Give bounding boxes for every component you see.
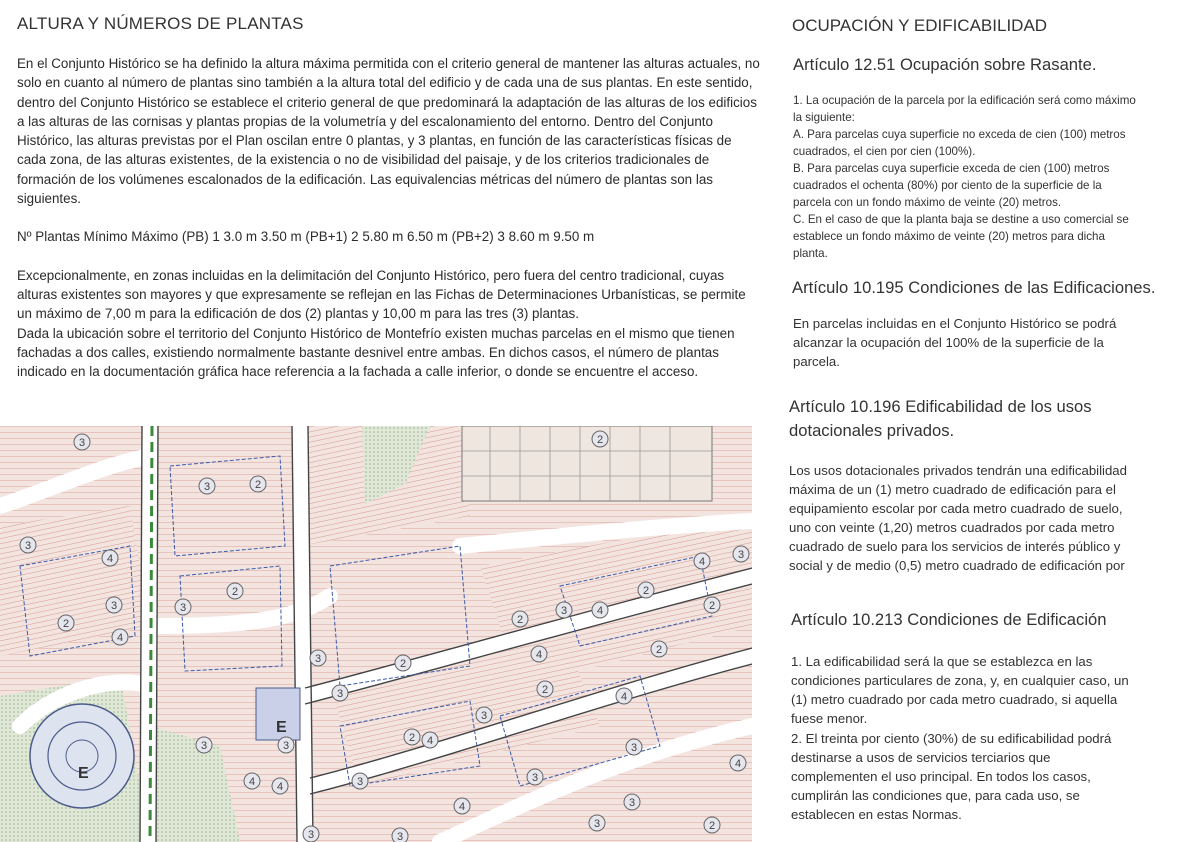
article-10-195-line: parcela.: [793, 354, 840, 369]
svg-text:2: 2: [516, 614, 524, 626]
article-12-51-line: parcela con un fondo máximo de veinte (20) metros.: [793, 196, 1062, 209]
svg-text:3: 3: [480, 710, 488, 722]
article-10-213-title: Artículo 10.213 Condiciones de Edificación: [791, 610, 1107, 629]
article-10-196-line: equipamiento escolar por cada metro cuadrado de suelo,: [789, 501, 1123, 516]
article-10-196-line: social y de medio (0,5) metro cuadrado de edificación por: [789, 558, 1125, 573]
svg-text:4: 4: [116, 632, 124, 644]
article-12-51-line: establece un fondo máximo de veinte (20) metros para dicha: [793, 230, 1105, 243]
svg-text:E: E: [78, 765, 89, 782]
svg-text:2: 2: [62, 618, 70, 630]
article-12-51-line: 1. La ocupación de la parcela por la edificación será como máximo: [793, 94, 1136, 107]
paragraph-two-facades: Dada la ubicación sobre el territorio del Conjunto Histórico de Montefrío existen muchas parcelas en el mismo que tienen fachadas a dos calles, existiendo normalmente bastante desnivel entre ambas. En dichos casos, el número de plantas indicado en la documentación gráfica hace referencia a la fachada a calle inferior, o donde se encuentre el acceso.: [17, 325, 735, 380]
article-10-213-line: 2. El treinta por ciento (30%) de su edificabilidad podrá: [791, 731, 1112, 746]
article-10-213-line: (1) metro cuadrado por cada metro cuadrado, si aquella: [791, 692, 1118, 707]
svg-text:4: 4: [276, 781, 284, 793]
svg-text:3: 3: [336, 688, 344, 700]
svg-text:4: 4: [620, 691, 628, 703]
svg-text:3: 3: [531, 772, 539, 784]
article-12-51-line: cuadrados el ochenta (80%) por ciento de la superficie de la: [793, 179, 1102, 192]
svg-text:3: 3: [110, 600, 118, 612]
svg-text:4: 4: [698, 556, 706, 568]
article-10-195-line: En parcelas incluidas en el Conjunto Histórico se podrá: [793, 316, 1117, 331]
svg-text:3: 3: [593, 818, 601, 830]
article-12-51-line: la siguiente:: [793, 111, 855, 124]
paragraph-height-equivalences: Nº Plantas Mínimo Máximo (PB) 1 3.0 m 3.50 m (PB+1) 2 5.80 m 6.50 m (PB+2) 3 8.60 m 9.50 m: [17, 229, 595, 245]
svg-text:4: 4: [248, 776, 256, 788]
svg-text:2: 2: [408, 732, 416, 744]
svg-text:E: E: [276, 719, 287, 736]
article-10-213-line: destinarse a usos de servicios terciarios que: [791, 750, 1051, 765]
section-title-occupancy: OCUPACIÓN Y EDIFICABILIDAD: [792, 16, 1048, 35]
svg-text:4: 4: [734, 758, 742, 770]
article-10-213-line: fuese menor.: [791, 711, 868, 726]
article-10-213-line: 1. La edificabilidad será la que se establezca en las: [791, 654, 1093, 669]
article-10-213-line: cumplirán las condiciones que, para cada uso, se: [791, 788, 1080, 803]
article-10-196-line: uno con veinte (1,20) metros cuadrados por cada metro: [789, 520, 1115, 535]
svg-text:3: 3: [356, 776, 364, 788]
section-title-heights: ALTURA Y NÚMEROS DE PLANTAS: [17, 14, 304, 33]
svg-text:3: 3: [396, 831, 404, 842]
svg-text:3: 3: [282, 740, 290, 752]
article-10-196-line: máxima de un (1) metro cuadrado de edificación para el: [789, 482, 1116, 497]
svg-text:2: 2: [655, 644, 663, 656]
svg-text:2: 2: [541, 684, 549, 696]
article-10-213-line: complementen el uso principal. En todos los casos,: [791, 769, 1091, 784]
svg-text:3: 3: [314, 653, 322, 665]
article-12-51-title: Artículo 12.51 Ocupación sobre Rasante.: [793, 55, 1097, 74]
svg-text:4: 4: [535, 649, 543, 661]
svg-text:3: 3: [78, 437, 86, 449]
svg-text:2: 2: [231, 586, 239, 598]
svg-text:2: 2: [399, 658, 407, 670]
svg-text:3: 3: [307, 829, 315, 841]
svg-text:4: 4: [106, 553, 114, 565]
article-12-51-line: cuadrados, el cien por cien (100%).: [793, 145, 976, 158]
article-10-195-title: Artículo 10.195 Condiciones de las Edificaciones.: [792, 278, 1156, 297]
svg-text:2: 2: [708, 820, 716, 832]
svg-text:3: 3: [203, 481, 211, 493]
article-12-51-line: B. Para parcelas cuya superficie exceda de cien (100) metros: [793, 162, 1110, 175]
urban-plan-map: [0, 426, 752, 842]
svg-text:4: 4: [458, 801, 466, 813]
article-12-51-line: A. Para parcelas cuya superficie no exceda de cien (100) metros: [793, 128, 1126, 141]
article-10-196-line: cuadrado de suelo para los servicios de interés público y: [789, 539, 1121, 554]
article-10-195-line: alcanzar la ocupación del 100% de la superficie de la: [793, 335, 1104, 350]
article-10-196-title: Artículo 10.196 Edificabilidad de los usos: [789, 397, 1092, 416]
article-12-51-line: C. En el caso de que la planta baja se destine a uso comercial se: [793, 213, 1129, 226]
article-10-213-line: condiciones particulares de zona, y, en cualquier caso, un: [791, 673, 1129, 688]
svg-text:2: 2: [254, 479, 262, 491]
article-10-213-line: establecen en estas Normas.: [791, 807, 962, 822]
left-column: [17, 14, 762, 381]
paragraph-heights-criteria: En el Conjunto Histórico se ha definido la altura máxima permitida con el criterio general de mantener las alturas actuales, no solo en cuanto al número de plantas sino también a la altura total del edificio y de cada una de sus plantas. En este sentido, dentro del Conjunto Histórico se establece el criterio general de que predominará la adaptación de las alturas de los edificios a las alturas de las cornisas y plantas propias de la volumetría y del escalonamiento del entorno. Dentro del Conjunto Histórico, las alturas previstas por el Plan oscilan entre 0 plantas, y 3 plantas, en función de las características físicas de cada zona, de las alturas existentes, de la existencia o no de visibilidad del paisaje, y de los criterios tradicionales de formación de los volúmenes escalonados de la edificación. Las equivalencias métricas del número de plantas son las siguientes.: [17, 56, 760, 207]
svg-text:3: 3: [560, 605, 568, 617]
article-10-196-line: Los usos dotacionales privados tendrán una edificabilidad: [789, 463, 1127, 478]
svg-text:3: 3: [628, 797, 636, 809]
paragraph-exceptions: Excepcionalmente, en zonas incluidas en la delimitación del Conjunto Histórico, pero fuera del centro tradicional, cuyas alturas existentes son mayores y que expresamente se reflejan en las Fichas de Determinaciones Urbanísticas, se permite un máximo de 7,00 m para la edificación de dos (2) plantas y 10,00 m para las tres (3) plantas.: [17, 267, 746, 322]
svg-text:3: 3: [737, 549, 745, 561]
article-10-196-title-cont: dotacionales privados.: [789, 421, 955, 440]
map-drawing: [0, 426, 752, 842]
svg-text:3: 3: [630, 742, 638, 754]
svg-text:3: 3: [24, 540, 32, 552]
article-12-51-line: planta.: [793, 247, 828, 260]
svg-text:2: 2: [642, 585, 650, 597]
svg-text:4: 4: [596, 605, 604, 617]
svg-text:2: 2: [708, 600, 716, 612]
svg-text:3: 3: [200, 740, 208, 752]
svg-text:2: 2: [596, 434, 604, 446]
svg-text:4: 4: [426, 735, 434, 747]
svg-text:3: 3: [179, 602, 187, 614]
